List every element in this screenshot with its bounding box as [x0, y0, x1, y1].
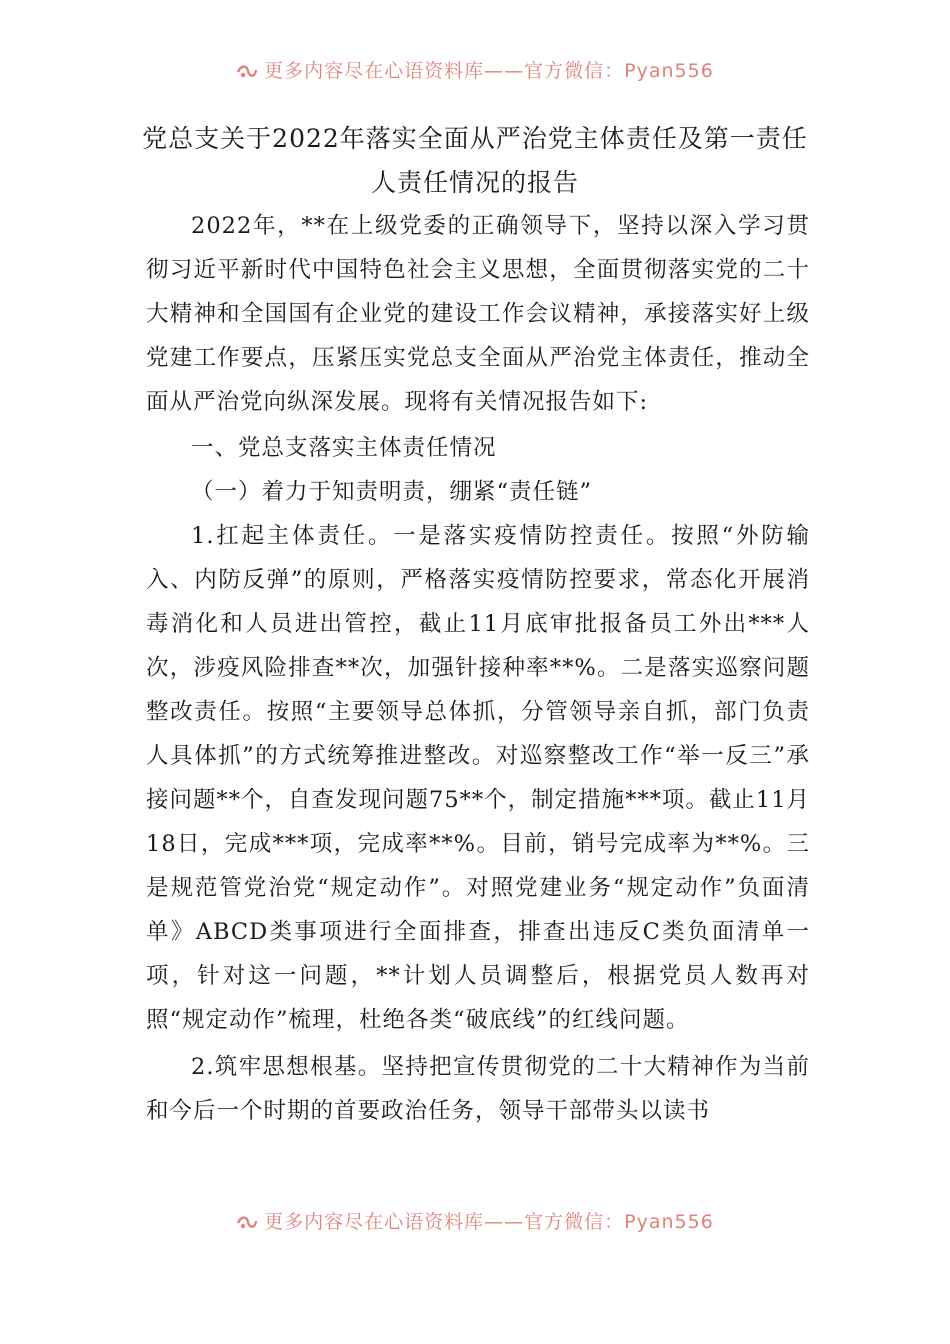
- watermark-text: 更多内容尽在心语资料库——官方微信：Pyan556: [264, 60, 714, 82]
- logo-icon: [236, 63, 258, 81]
- item-paragraph-1: 1.扛起主体责任。一是落实疫情防控责任。按照“外防输入、内防反弹”的原则，严格落实疫情防控要求，常态化开展消毒消化和人员进出管控，截止11月底审批报备员工外出***人次，涉疫风险排查**次，加强针接种率**%。二是落实巡察问题整改责任。按照“主要领导总体抓，分管领导亲自抓，部门负责人具体抓”的方式统筹推进整改。对巡察整改工作“举一反三”承接问题**个，自查发现问题75**个，制定措施***项。截止11月18日，完成***项，完成率**%。目前，销号完成率为**%。三是规范管党治党“规定动作”。对照党建业务“规定动作”负面清单》ABCD类事项进行全面排查，排查出违反C类负面清单一项，针对这一问题，**计划人员调整后，根据党员人数再对照“规定动作”梳理，杜绝各类“破底线”的红线问题。: [146, 523, 811, 1033]
- subsection-heading: （一）着力于知责明责，绷紧“责任链”: [191, 479, 593, 505]
- document-title: 党总支关于2022年落实全面从严治党主体责任及第一责任人责任情况的报告: [142, 124, 808, 197]
- document-body: [146, 204, 810, 1133]
- watermark-text: 更多内容尽在心语资料库——官方微信：Pyan556: [264, 1211, 714, 1233]
- intro-paragraph: 2022年，**在上级党委的正确领导下，坚持以深入学习贯彻习近平新时代中国特色社会主义思想，全面贯彻落实党的二十大精神和全国国有企业党的建设工作会议精神，承接落实好上级党建工作要点，压紧压实党总支全面从严治党主体责任，推动全面从严治党向纵深发展。现将有关情况报告如下:: [146, 213, 810, 415]
- watermark-banner-top: [0, 58, 950, 84]
- section-heading: 一、党总支落实主体责任情况: [191, 435, 497, 461]
- watermark-banner-bottom: [0, 1209, 950, 1235]
- logo-icon: [236, 1214, 258, 1232]
- item-paragraph-2: 2.筑牢思想根基。坚持把宣传贯彻党的二十大精神作为当前和今后一个时期的首要政治任务，领导干部带头以读书: [146, 1054, 810, 1124]
